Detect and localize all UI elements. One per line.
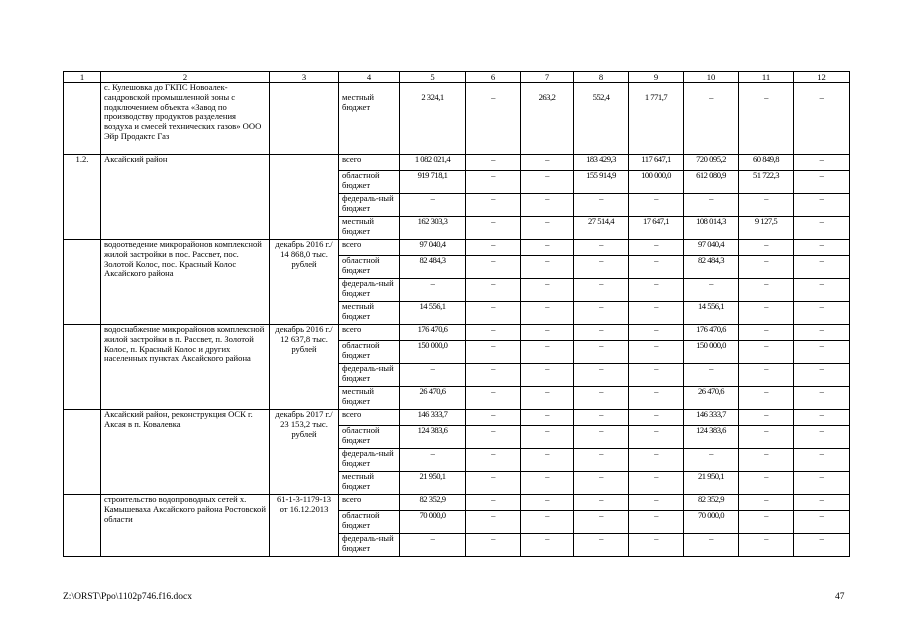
- amount-cell: –: [521, 410, 574, 426]
- amount-cell: –: [739, 240, 794, 256]
- amount-cell: –: [574, 240, 629, 256]
- column-number-row: [64, 72, 850, 83]
- amount-cell: –: [629, 325, 684, 341]
- table-row: [64, 83, 850, 155]
- amount-cell: –: [684, 364, 739, 387]
- amount-cell: –: [574, 256, 629, 279]
- amount-cell: 27 514,4: [574, 217, 629, 240]
- table-row: [64, 240, 850, 256]
- amount-cell: –: [794, 217, 850, 240]
- funding-source: всего: [339, 155, 400, 171]
- amount-cell: 82 352,9: [684, 495, 739, 511]
- item-term: декабрь 2016 г./ 12 637,8 тыс. рублей: [270, 325, 339, 410]
- amount-cell: 1 082 021,4: [400, 155, 466, 171]
- column-number: 11: [739, 72, 794, 83]
- funding-source: федераль-ный бюджет: [339, 279, 400, 302]
- column-number: 7: [521, 72, 574, 83]
- amount-cell: –: [629, 279, 684, 302]
- table-row: [64, 495, 850, 511]
- amount-cell: –: [794, 325, 850, 341]
- amount-cell: 263,2: [521, 83, 574, 155]
- amount-cell: –: [574, 534, 629, 557]
- amount-cell: –: [466, 341, 521, 364]
- amount-cell: –: [794, 83, 850, 155]
- amount-cell: –: [521, 495, 574, 511]
- amount-cell: 9 127,5: [739, 217, 794, 240]
- funding-source: местный бюджет: [339, 387, 400, 410]
- amount-cell: –: [684, 449, 739, 472]
- amount-cell: –: [739, 472, 794, 495]
- amount-cell: –: [739, 449, 794, 472]
- funding-source: областной бюджет: [339, 511, 400, 534]
- amount-cell: 14 556,1: [684, 302, 739, 325]
- amount-cell: 612 080,9: [684, 171, 739, 194]
- table-row: [64, 325, 850, 341]
- amount-cell: 183 429,3: [574, 155, 629, 171]
- amount-cell: –: [794, 449, 850, 472]
- funding-source: всего: [339, 240, 400, 256]
- column-number: 8: [574, 72, 629, 83]
- amount-cell: –: [684, 194, 739, 217]
- amount-cell: 82 484,3: [400, 256, 466, 279]
- column-number: 9: [629, 72, 684, 83]
- amount-cell: –: [794, 240, 850, 256]
- amount-cell: –: [794, 410, 850, 426]
- amount-cell: –: [739, 511, 794, 534]
- amount-cell: –: [794, 256, 850, 279]
- amount-cell: –: [521, 426, 574, 449]
- amount-cell: –: [739, 279, 794, 302]
- item-name: Аксайский район: [101, 155, 270, 240]
- item-name: строительство водопроводных сетей х. Камышеваха Аксайского района Ростовской области: [101, 495, 270, 557]
- amount-cell: 146 333,7: [684, 410, 739, 426]
- amount-cell: –: [629, 534, 684, 557]
- amount-cell: –: [574, 302, 629, 325]
- amount-cell: –: [521, 256, 574, 279]
- amount-cell: –: [466, 279, 521, 302]
- funding-source: всего: [339, 495, 400, 511]
- item-number: [64, 410, 101, 495]
- item-number: [64, 240, 101, 325]
- amount-cell: –: [629, 240, 684, 256]
- amount-cell: –: [684, 279, 739, 302]
- amount-cell: 26 470,6: [400, 387, 466, 410]
- amount-cell: 124 383,6: [400, 426, 466, 449]
- amount-cell: 117 647,1: [629, 155, 684, 171]
- amount-cell: –: [574, 194, 629, 217]
- funding-source: областной бюджет: [339, 341, 400, 364]
- amount-cell: –: [574, 325, 629, 341]
- amount-cell: –: [521, 155, 574, 171]
- funding-source: всего: [339, 410, 400, 426]
- item-term: [270, 83, 339, 155]
- amount-cell: –: [574, 341, 629, 364]
- amount-cell: –: [466, 171, 521, 194]
- amount-cell: –: [466, 364, 521, 387]
- amount-cell: 552,4: [574, 83, 629, 155]
- funding-source: областной бюджет: [339, 171, 400, 194]
- column-number: 5: [400, 72, 466, 83]
- amount-cell: 150 000,0: [400, 341, 466, 364]
- amount-cell: 176 470,6: [684, 325, 739, 341]
- amount-cell: –: [739, 194, 794, 217]
- amount-cell: –: [400, 279, 466, 302]
- item-number: [64, 83, 101, 155]
- column-number: 2: [101, 72, 270, 83]
- amount-cell: 176 470,6: [400, 325, 466, 341]
- amount-cell: –: [629, 511, 684, 534]
- document-path: Z:\ORST\Ppo\1102p746.f16.docx: [63, 592, 192, 602]
- amount-cell: 124 383,6: [684, 426, 739, 449]
- amount-cell: –: [521, 449, 574, 472]
- column-number: 3: [270, 72, 339, 83]
- amount-cell: –: [629, 495, 684, 511]
- amount-cell: –: [629, 364, 684, 387]
- amount-cell: –: [521, 387, 574, 410]
- amount-cell: –: [574, 364, 629, 387]
- amount-cell: –: [466, 449, 521, 472]
- amount-cell: –: [466, 472, 521, 495]
- amount-cell: –: [629, 256, 684, 279]
- item-term: декабрь 2016 г./ 14 868,0 тыс. рублей: [270, 240, 339, 325]
- amount-cell: –: [794, 472, 850, 495]
- amount-cell: –: [521, 217, 574, 240]
- amount-cell: –: [466, 302, 521, 325]
- amount-cell: 70 000,0: [400, 511, 466, 534]
- amount-cell: –: [574, 495, 629, 511]
- amount-cell: –: [521, 364, 574, 387]
- funding-source: федераль-ный бюджет: [339, 194, 400, 217]
- amount-cell: –: [629, 194, 684, 217]
- item-name: с. Кулешовка до ГКПС Новоалек-сандровской промышленной зоны с подключением объекта «Завод по производству продуктов разделения воздуха и смесей технических газов» ООО Эйр Продактс Газ: [101, 83, 270, 155]
- amount-cell: –: [466, 495, 521, 511]
- amount-cell: –: [466, 83, 521, 155]
- table-row: [64, 410, 850, 426]
- amount-cell: 82 352,9: [400, 495, 466, 511]
- amount-cell: 97 040,4: [684, 240, 739, 256]
- amount-cell: 51 722,3: [739, 171, 794, 194]
- amount-cell: –: [629, 449, 684, 472]
- amount-cell: –: [794, 302, 850, 325]
- amount-cell: 26 470,6: [684, 387, 739, 410]
- amount-cell: –: [794, 387, 850, 410]
- amount-cell: 21 950,1: [684, 472, 739, 495]
- item-term: 61-1-3-1179-13 от 16.12.2013: [270, 495, 339, 557]
- amount-cell: –: [684, 83, 739, 155]
- amount-cell: 100 000,0: [629, 171, 684, 194]
- amount-cell: –: [739, 410, 794, 426]
- amount-cell: 21 950,1: [400, 472, 466, 495]
- amount-cell: –: [466, 240, 521, 256]
- item-name: водоотведение микрорайонов комплексной жилой застройки в пос. Рассвет, пос. Золотой Колос, пос. Красный Колос Аксайского района: [101, 240, 270, 325]
- funding-source: всего: [339, 325, 400, 341]
- amount-cell: 97 040,4: [400, 240, 466, 256]
- item-name: Аксайский район, реконструкция ОСК г. Аксая в п. Ковалевка: [101, 410, 270, 495]
- funding-source: местный бюджет: [339, 302, 400, 325]
- amount-cell: –: [574, 387, 629, 410]
- amount-cell: 146 333,7: [400, 410, 466, 426]
- funding-source: местный бюджет: [339, 472, 400, 495]
- table-row: [64, 155, 850, 171]
- funding-source: областной бюджет: [339, 256, 400, 279]
- amount-cell: –: [794, 511, 850, 534]
- amount-cell: –: [629, 341, 684, 364]
- amount-cell: –: [629, 426, 684, 449]
- amount-cell: –: [739, 426, 794, 449]
- item-name: водоснабжение микрорайонов комплексной жилой застройки в п. Рассвет, п. Золотой Колос, п. Красный Колос и других населенных пунктах Аксайского района: [101, 325, 270, 410]
- item-number: [64, 495, 101, 557]
- amount-cell: –: [794, 194, 850, 217]
- page-number: 47: [835, 592, 845, 602]
- amount-cell: –: [574, 472, 629, 495]
- amount-cell: 1 771,7: [629, 83, 684, 155]
- funding-source: областной бюджет: [339, 426, 400, 449]
- funding-source: федераль-ный бюджет: [339, 364, 400, 387]
- budget-table: [63, 71, 850, 557]
- column-number: 4: [339, 72, 400, 83]
- amount-cell: –: [739, 364, 794, 387]
- amount-cell: –: [739, 387, 794, 410]
- amount-cell: –: [629, 472, 684, 495]
- amount-cell: –: [794, 495, 850, 511]
- funding-source: федераль-ный бюджет: [339, 534, 400, 557]
- column-number: 6: [466, 72, 521, 83]
- amount-cell: –: [521, 302, 574, 325]
- amount-cell: –: [400, 194, 466, 217]
- amount-cell: –: [466, 534, 521, 557]
- amount-cell: –: [466, 426, 521, 449]
- amount-cell: –: [466, 511, 521, 534]
- amount-cell: –: [521, 325, 574, 341]
- amount-cell: –: [794, 364, 850, 387]
- amount-cell: 155 914,9: [574, 171, 629, 194]
- column-number: 12: [794, 72, 850, 83]
- amount-cell: –: [629, 410, 684, 426]
- amount-cell: –: [466, 387, 521, 410]
- amount-cell: –: [739, 495, 794, 511]
- amount-cell: –: [400, 534, 466, 557]
- amount-cell: –: [521, 240, 574, 256]
- amount-cell: 720 095,2: [684, 155, 739, 171]
- amount-cell: 919 718,1: [400, 171, 466, 194]
- amount-cell: –: [466, 217, 521, 240]
- amount-cell: –: [794, 279, 850, 302]
- amount-cell: –: [574, 511, 629, 534]
- amount-cell: –: [521, 171, 574, 194]
- amount-cell: –: [400, 364, 466, 387]
- amount-cell: 82 484,3: [684, 256, 739, 279]
- funding-source: местный бюджет: [339, 83, 400, 155]
- amount-cell: –: [739, 534, 794, 557]
- amount-cell: –: [794, 155, 850, 171]
- amount-cell: –: [794, 341, 850, 364]
- amount-cell: –: [739, 83, 794, 155]
- column-number: 10: [684, 72, 739, 83]
- amount-cell: –: [739, 256, 794, 279]
- amount-cell: –: [574, 426, 629, 449]
- amount-cell: –: [521, 511, 574, 534]
- amount-cell: 14 556,1: [400, 302, 466, 325]
- amount-cell: –: [739, 341, 794, 364]
- amount-cell: –: [466, 155, 521, 171]
- item-term: декабрь 2017 г./ 23 153,2 тыс. рублей: [270, 410, 339, 495]
- amount-cell: –: [466, 194, 521, 217]
- item-number: 1.2.: [64, 155, 101, 240]
- amount-cell: 162 303,3: [400, 217, 466, 240]
- item-number: [64, 325, 101, 410]
- amount-cell: –: [521, 341, 574, 364]
- amount-cell: 2 324,1: [400, 83, 466, 155]
- amount-cell: 150 000,0: [684, 341, 739, 364]
- amount-cell: 60 849,8: [739, 155, 794, 171]
- amount-cell: –: [574, 449, 629, 472]
- amount-cell: –: [629, 302, 684, 325]
- amount-cell: 17 647,1: [629, 217, 684, 240]
- amount-cell: –: [794, 171, 850, 194]
- amount-cell: –: [739, 325, 794, 341]
- amount-cell: –: [466, 410, 521, 426]
- column-number: 1: [64, 72, 101, 83]
- amount-cell: 70 000,0: [684, 511, 739, 534]
- funding-source: федераль-ный бюджет: [339, 449, 400, 472]
- amount-cell: –: [684, 534, 739, 557]
- amount-cell: –: [794, 534, 850, 557]
- amount-cell: –: [521, 534, 574, 557]
- amount-cell: –: [466, 325, 521, 341]
- amount-cell: –: [574, 410, 629, 426]
- amount-cell: –: [521, 472, 574, 495]
- amount-cell: –: [466, 256, 521, 279]
- amount-cell: 108 014,3: [684, 217, 739, 240]
- amount-cell: –: [521, 194, 574, 217]
- amount-cell: –: [574, 279, 629, 302]
- funding-source: местный бюджет: [339, 217, 400, 240]
- amount-cell: –: [629, 387, 684, 410]
- amount-cell: –: [739, 302, 794, 325]
- amount-cell: –: [400, 449, 466, 472]
- amount-cell: –: [794, 426, 850, 449]
- item-term: [270, 155, 339, 240]
- amount-cell: –: [521, 279, 574, 302]
